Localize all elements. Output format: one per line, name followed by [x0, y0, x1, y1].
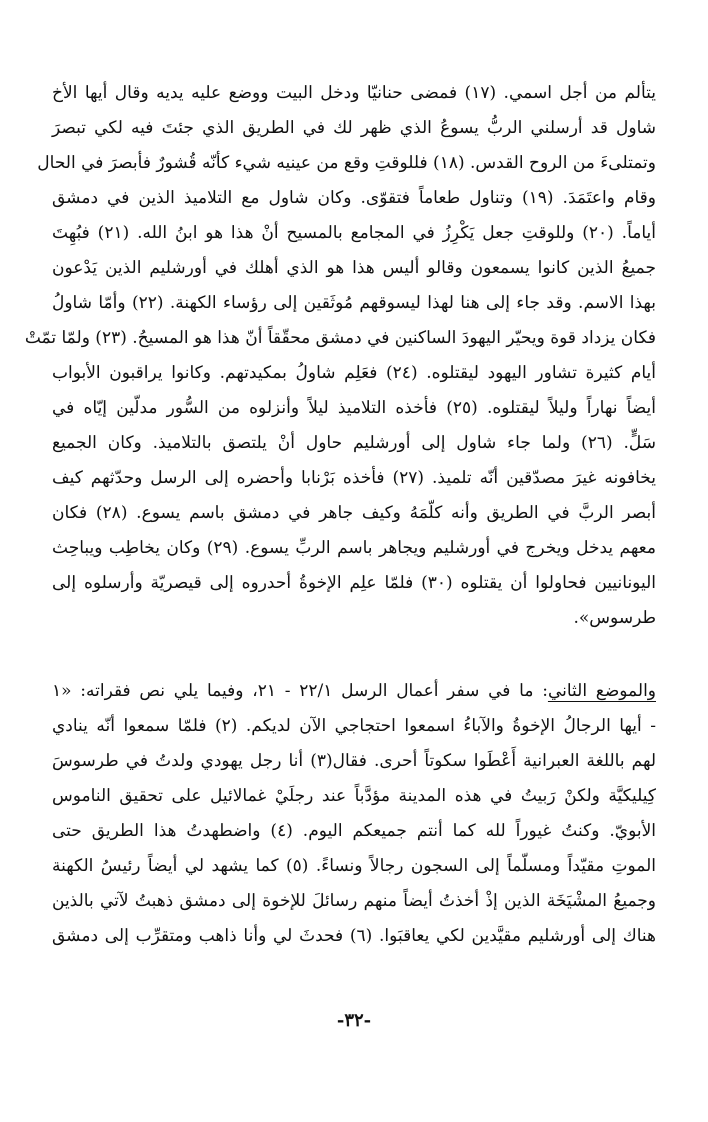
text-line: الموتِ مقيّداً ومسلّماً إلى السجون رجالاً ونساءً. (٥) كما يشهد لي أيضاً رئيسُ الكهنة — [52, 856, 656, 876]
text-line: لهم باللغة العبرانية أَعْطَوا سكوتاً أحرى. فقال(٣) أنا رجل يهودي ولدتُ في طرسوسَ — [52, 751, 656, 771]
passage-acts-22 — [52, 674, 656, 954]
text-line: أبصر الربَّ في الطريق وأنه كلّمَهُ وكيف جاهر في دمشق باسم يسوع. (٢٨) فكان — [52, 503, 656, 523]
text-line: جميعُ الذين كانوا يسمعون وقالو أليس هذا هو الذي أهلك في أورشليم الذين يَدْعون — [52, 258, 656, 278]
section-heading: والموضع الثاني — [547, 681, 656, 701]
text-line: أياماً. (٢٠) وللوقتِ جعل يَكْرِزُ في المجامع بالمسيح أنْ هذا هو ابنُ الله. (٢١) فبُهِتَ — [52, 223, 656, 243]
text-line: بهذا الاسم. وقد جاء إلى هنا لهذا ليسوقهم مُوثَقين إلى رؤساء الكهنة. (٢٢) وأمّا شاولُ — [52, 293, 657, 313]
text-line: وجميعُ المشْيَخَة الذين إذْ أخذتُ أيضاً منهم رسائلَ للإخوة إلى دمشق ذهبتُ لآتي بالذين — [52, 891, 656, 911]
text-line: وقام واعتَمَدَ. (١٩) وتناول طعاماً فتقوّى. وكان شاول مع التلاميذ الذين في دمشق — [52, 188, 656, 208]
heading-line-rest: : ما في سفر أعمال الرسل ٢٢/١ - ٢١، وفيما يلي نص فقراته: «١ — [52, 681, 548, 701]
text-line: معهم يدخل ويخرج في أورشليم ويجاهر باسم الربِّ يسوع. (٢٩) وكان يخاطِب ويباحِث — [52, 538, 656, 558]
text-line: فكان يزداد قوة ويحيّر اليهودَ الساكنين في دمشق محقّقاً أنّ هذا هو المسيحُ. (٢٣) ولمّا تمّتْ — [24, 328, 656, 348]
page-number: -٣٢- — [336, 1010, 372, 1031]
text-line: يخافونه غيرَ مصدّقين أنّه تلميذ. (٢٧) فأخذه بَرْنابا وأحضره إلى الرسل وحدّثهم كيف — [52, 468, 657, 488]
text-line: اليونانيين فحاولوا أن يقتلوه (٣٠) فلمّا علِم الإخوةُ أحدروه إلى قيصريّة وأرسلوه إلى — [52, 573, 656, 593]
text-line: أيضاً نهاراً وليلاً ليقتلوه. (٢٥) فأخذه التلاميذ ليلاً وأنزلوه من السُّور مدلّين إيّاه في — [52, 398, 656, 418]
text-line: يتألم من أجل اسمي. (١٧) فمضى حنانيّا ودخل البيت ووضع عليه يديه وقال أيها الأخ — [52, 83, 657, 103]
text-line: سَلٍّ. (٢٦) ولما جاء شاول إلى أورشليم حاول أنْ يلتصق بالتلاميذ. وكان الجميع — [52, 433, 656, 453]
text-line: الأبويّ. وكنتُ غيوراً لله كما أنتم جميعكم اليوم. (٤) واضطهدتُ هذا الطريق حتى — [52, 821, 656, 841]
text-line: هناك إلى أورشليم مقيَّدين لكي يعاقبَوا. (٦) فحدثَ لي وأنا ذاهب ومتقرِّب إلى دمشق — [52, 926, 656, 946]
text-line: كِيليكيَّة ولكنْ رَبيتُ في هذه المدينة مؤدَّباً عند رجلَيْ غمالائيل على تحقيق الناموس — [52, 786, 656, 806]
text-line: وتمتلىءَ من الروح القدس. (١٨) فللوقتِ وقع من عينيه شيء كأنّه قُشورٌ فأبصرَ في الحال — [37, 153, 656, 173]
text-line: أيام كثيرة تشاور اليهود ليقتلوه. (٢٤) فعَلِم شاولُ بمكيدتهم. وكانوا يراقبون الأبواب — [52, 363, 656, 383]
passage-acts-9 — [24, 76, 657, 636]
section-heading-line — [52, 674, 656, 709]
text-line: - أيها الرجالُ الإخوةُ والآباءُ اسمعوا احتجاجي الآن لديكم. (٢) فلمّا سمعوا أنّه ينادي — [52, 716, 656, 736]
text-line: شاول قد أرسلني الربُّ يسوعُ الذي ظهر لك في الطريق الذي جئتَ فيه لكي تبصرَ — [52, 118, 656, 138]
text-line: طرسوس». — [573, 608, 656, 628]
